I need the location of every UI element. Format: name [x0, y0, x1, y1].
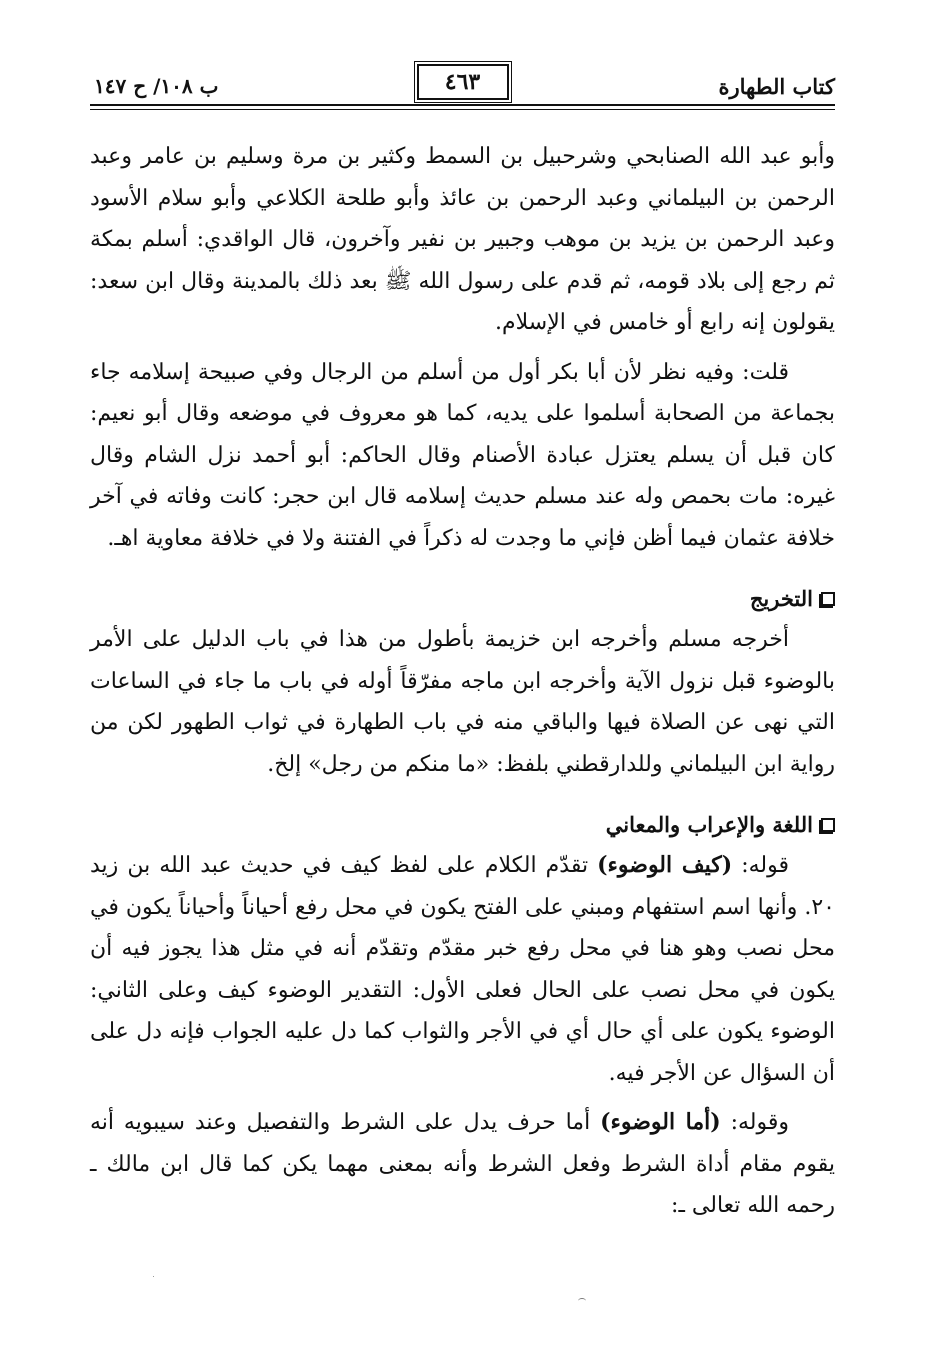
paragraph-lead: قوله: — [732, 853, 789, 878]
paragraph-commentary: قلت: وفيه نظر لأن أبا بكر أول من أسلم من الرجال وفي صبيحة إسلامه جاء بجماعة من الصحابة أسلموا على يديه، كما هو معروف في موضعه وقال أبو نعيم: كان قبل أن يسلم يعتزل عبادة الأصنام وقال الحاكم: أبو أحمد نزل الشام وقال غيره: مات بحمص وله عند مسلم حديث إسلامه قال ابن حجر: كانت وفاته في آخر خلافة عثمان فيما أظن فإني ما وجدت له ذكراً في الفتنة ولا في خلافة معاوية اهـ. — [90, 359, 835, 551]
section-heading-takhrij — [90, 579, 835, 619]
scan-mark — [578, 1298, 586, 1304]
chapter-hadith-reference: ب ١٠٨/ ح ١٤٧ — [94, 74, 219, 98]
scan-speck — [153, 1276, 154, 1277]
page-header — [90, 62, 835, 106]
page-number-frame — [417, 64, 509, 100]
paragraph-kayf-alwudu — [90, 845, 835, 1094]
paragraph-takhrij: أخرجه مسلم وأخرجه ابن خزيمة بأطول من هذا في باب الدليل على الأمر بالوضوء قبل نزول الآية وأخرجه ابن ماجه مفرّقاً أوله في باب ما جاء في الساعات التي نهى عن الصلاة فيها والباقي منه في باب الطهارة في ثواب الطهور لكن من رواية ابن البيلماني وللدارقطني بلفظ: «ما منكم من رجل» إلخ. — [90, 627, 835, 777]
square-bullet-icon — [821, 592, 835, 606]
quoted-phrase: (أما الوضوء) — [600, 1109, 721, 1135]
page-number: ٤٦٣ — [444, 69, 481, 95]
square-bullet-icon — [821, 818, 835, 832]
quoted-phrase: (كيف الوضوء) — [597, 852, 733, 878]
paragraph-body: أما حرف يدل على الشرط والتفصيل وعند سيبويه أنه يقوم مقام أداة الشرط وفعل الشرط وأنه بمعنى مهما يكن كما قال ابن مالك ـ رحمه الله تعالى ـ: — [90, 1110, 835, 1218]
paragraph-narrators: وأبو عبد الله الصنابحي وشرحبيل بن السمط وكثير بن مرة وسليم بن عامر وعبد الرحمن بن البيلماني وعبد الرحمن بن عائذ وأبو طلحة الكلاعي وأبو سلام الأسود وعبد الرحمن بن يزيد بن موهب وجبير بن نفير وآخرون، قال الواقدي: أسلم بمكة ثم رجع إلى بلاد قومه، ثم قدم على رسول الله ﷺ بعد ذلك بالمدينة وقال ابن سعد: يقولون إنه رابع أو خامس في الإسلام. — [90, 144, 835, 335]
section-heading-lugha — [90, 805, 835, 845]
document-page — [90, 62, 835, 1227]
header-rule-thin — [90, 109, 835, 110]
paragraph-body: تقدّم الكلام على لفظ كيف في حديث عبد الله بن زيد ٢٠. وأنها اسم استفهام ومبني على الفتح يكون في محل رفع أحياناً وأحياناً يكون في محل نصب وهو هنا في محل رفع خبر مقدّم وتقدّم أنه في مثل هذا يجوز فيه أن يكون في محل نصب على الحال فعلى الأول: التقدير الوضوء كيف وعلى الثاني: الوضوء يكون على أي حال أي في الأجر والثواب كما دل عليه الجواب فإنه دل على أن السؤال عن الأجر فيه. — [90, 853, 835, 1086]
paragraph-lead: وقوله: — [720, 1110, 789, 1135]
section-title-lugha: اللغة والإعراب والمعاني — [605, 812, 813, 837]
book-title: كتاب الطهارة — [718, 74, 835, 99]
section-title-takhrij: التخريج — [749, 586, 813, 611]
paragraph-amma-alwudu — [90, 1102, 835, 1227]
header-rule — [90, 104, 835, 106]
